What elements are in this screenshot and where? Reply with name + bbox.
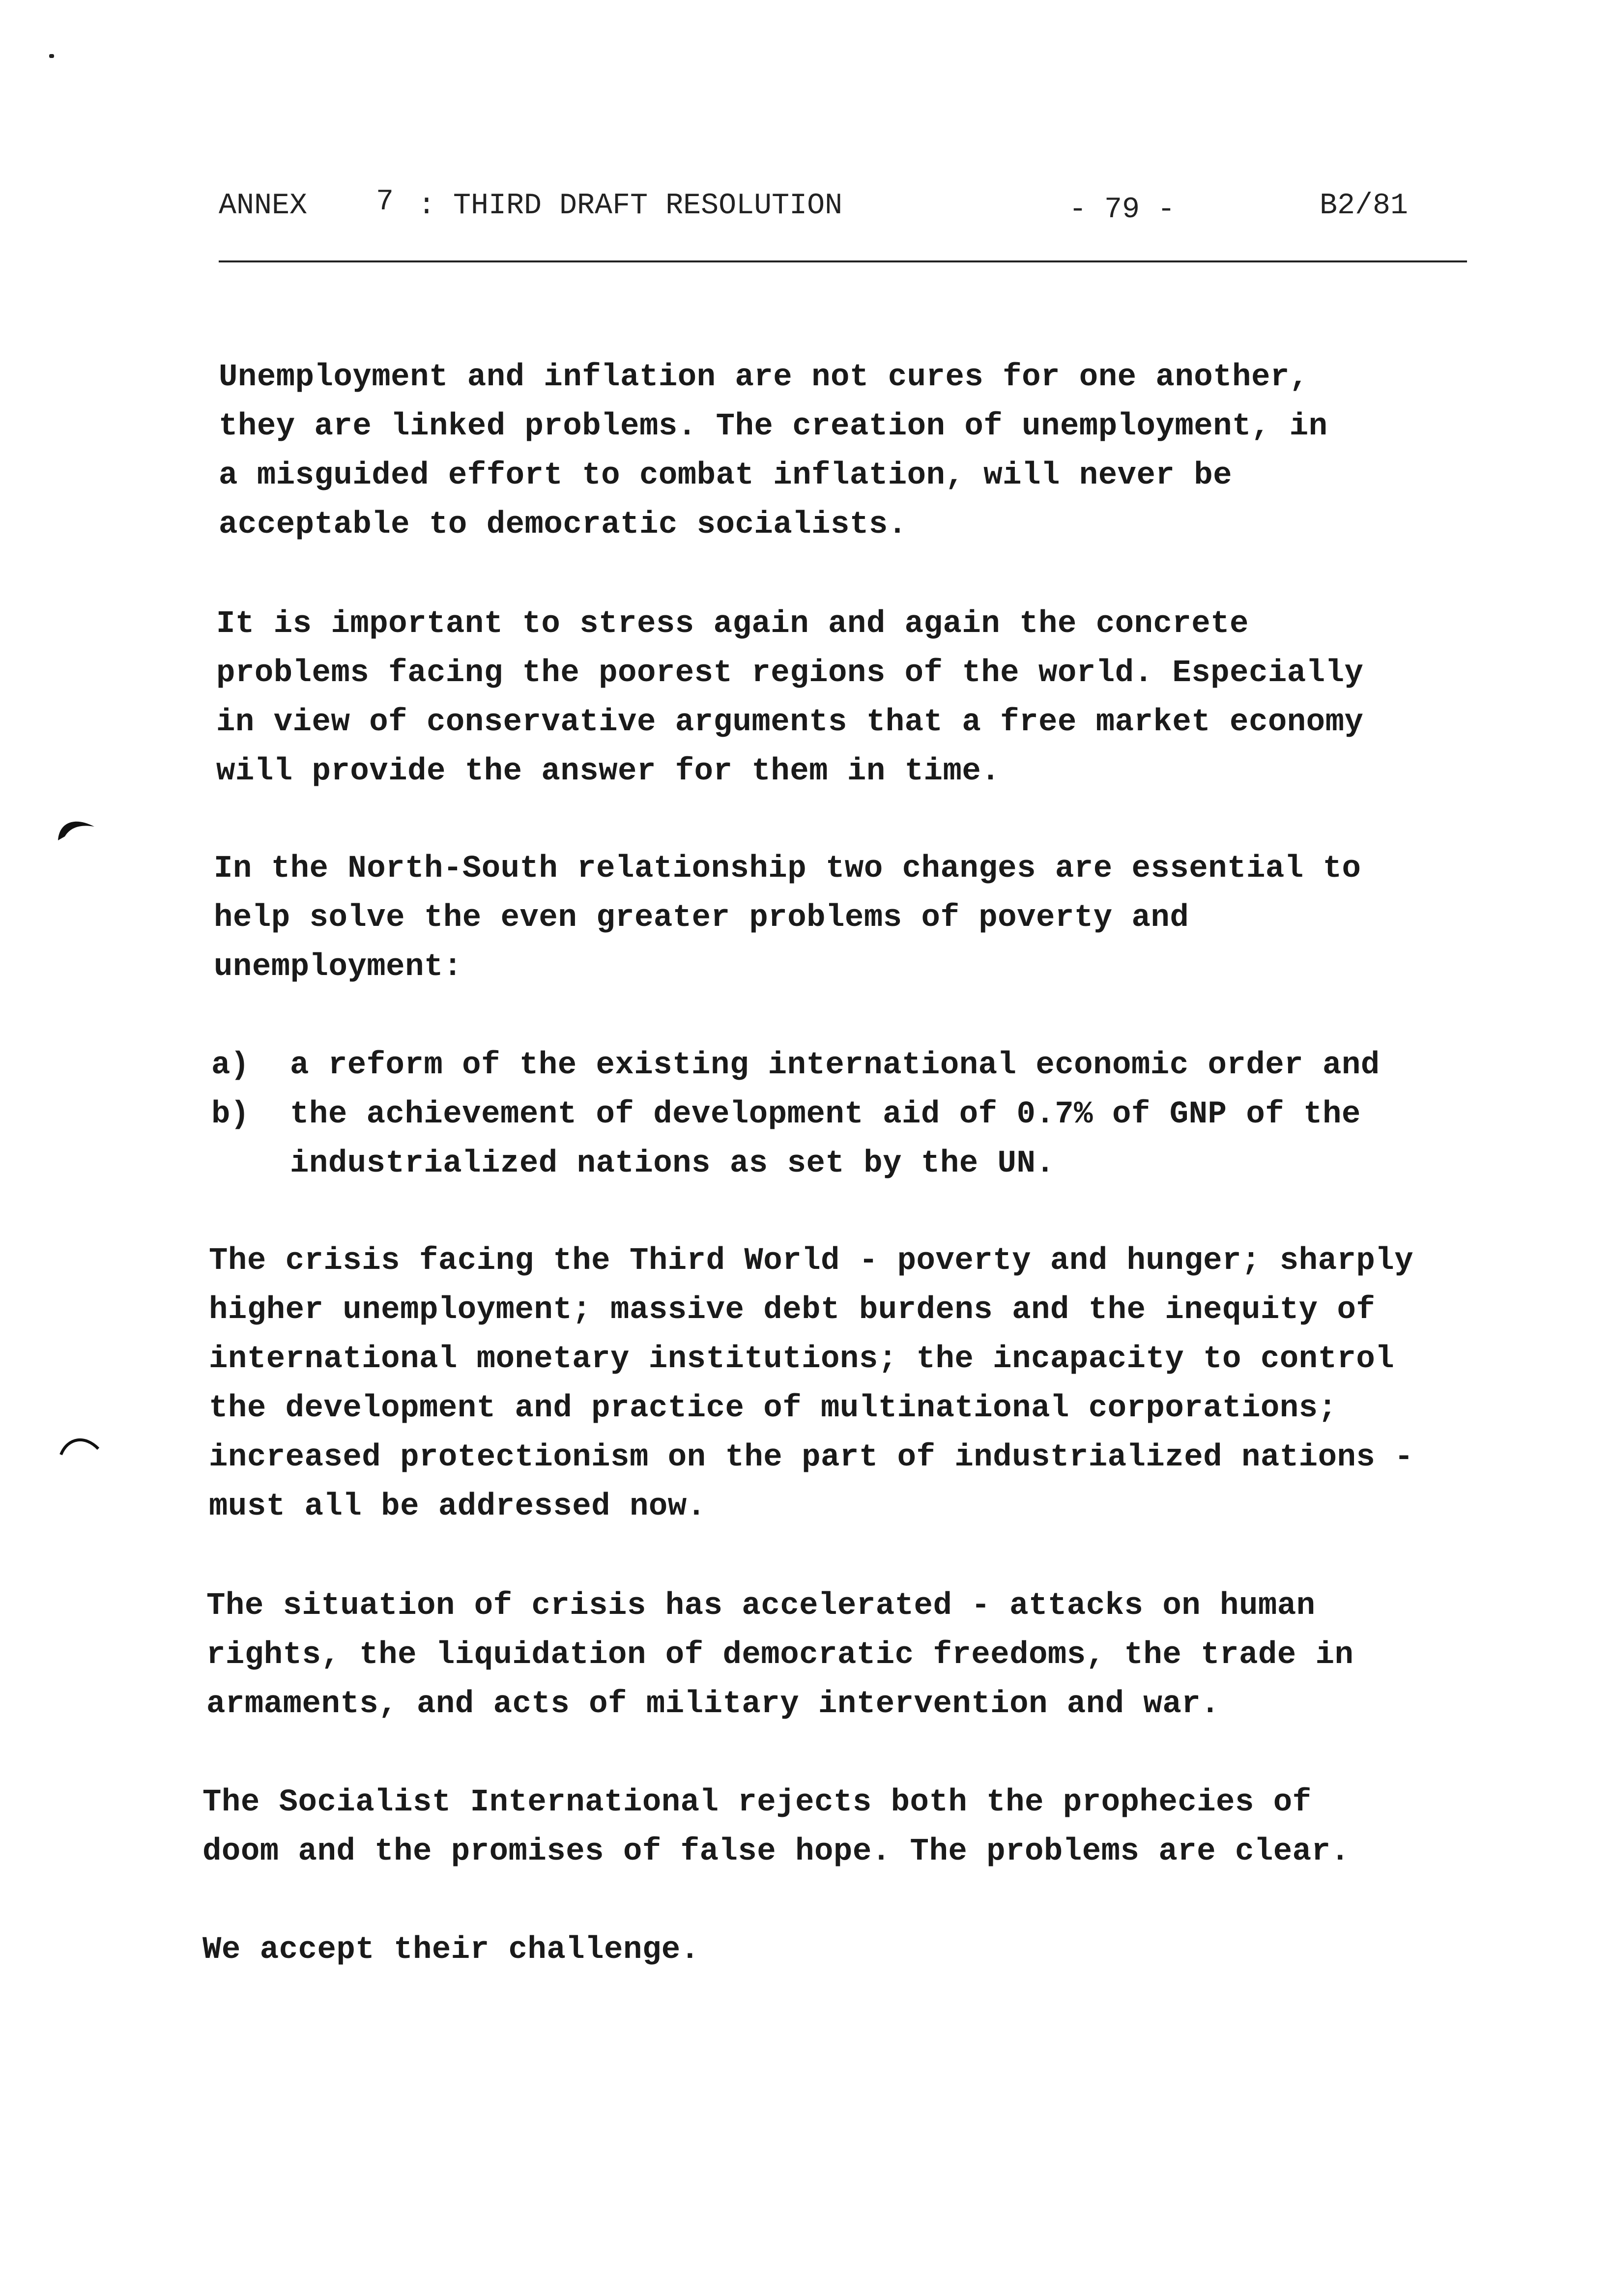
header-title: : THIRD DRAFT RESOLUTION bbox=[418, 189, 843, 223]
paragraph-situation-of-crisis: The situation of crisis has accelerated - attacks on human rights, the liquidation of democratic freedoms, the trade in armaments, and acts of military intervention and war. bbox=[206, 1588, 1354, 1722]
punch-hole-mark-upper bbox=[54, 806, 98, 850]
page-header bbox=[219, 185, 1467, 233]
punch-hole-mark-lower bbox=[58, 1430, 102, 1460]
header-annex-label: ANNEX bbox=[219, 189, 308, 223]
list-item-text: the achievement of development aid of 0.7% of GNP of the industrialized nations as set by the UN. bbox=[290, 1097, 1361, 1181]
paragraph-poorest-regions: It is important to stress again and again the concrete problems facing the poorest regions of the world. Especially in view of conservative arguments that a free market economy will provide the answer for them in time. bbox=[216, 606, 1364, 789]
header-annex-number: 7 bbox=[376, 185, 394, 219]
paragraph-unemployment-inflation: Unemployment and inflation are not cures for one another, they are linked problems. The creation of unemployment, in a misguided effort to combat inflation, will never be acceptable to democratic socialists. bbox=[219, 360, 1328, 543]
scan-speck bbox=[49, 54, 54, 58]
list-item-text: a reform of the existing international economic order and bbox=[290, 1048, 1380, 1083]
changes-list bbox=[211, 1041, 1489, 1188]
header-page-number: - 79 - bbox=[1069, 193, 1176, 227]
paragraph-closing: We accept their challenge. bbox=[202, 1932, 700, 1968]
paragraph-north-south: In the North-South relationship two changes are essential to help solve the even greater problems of poverty and unemployment: bbox=[214, 851, 1361, 985]
header-divider bbox=[219, 260, 1467, 262]
list-item bbox=[211, 1041, 1489, 1090]
paragraph-socialist-international: The Socialist International rejects both the prophecies of doom and the promises of false hope. The problems are clear. bbox=[202, 1785, 1350, 1869]
list-marker: a) bbox=[211, 1048, 250, 1083]
header-reference: B2/81 bbox=[1320, 189, 1409, 223]
list-item bbox=[211, 1090, 1489, 1188]
list-marker: b) bbox=[211, 1097, 250, 1132]
paragraph-third-world-crisis: The crisis facing the Third World - poverty and hunger; sharply higher unemployment; massive debt burdens and the inequity of international monetary institutions; the incapacity to control the development and practice of multinational corporations; increased protectionism on the part of industrialized nations - must all be addressed now. bbox=[209, 1243, 1414, 1524]
